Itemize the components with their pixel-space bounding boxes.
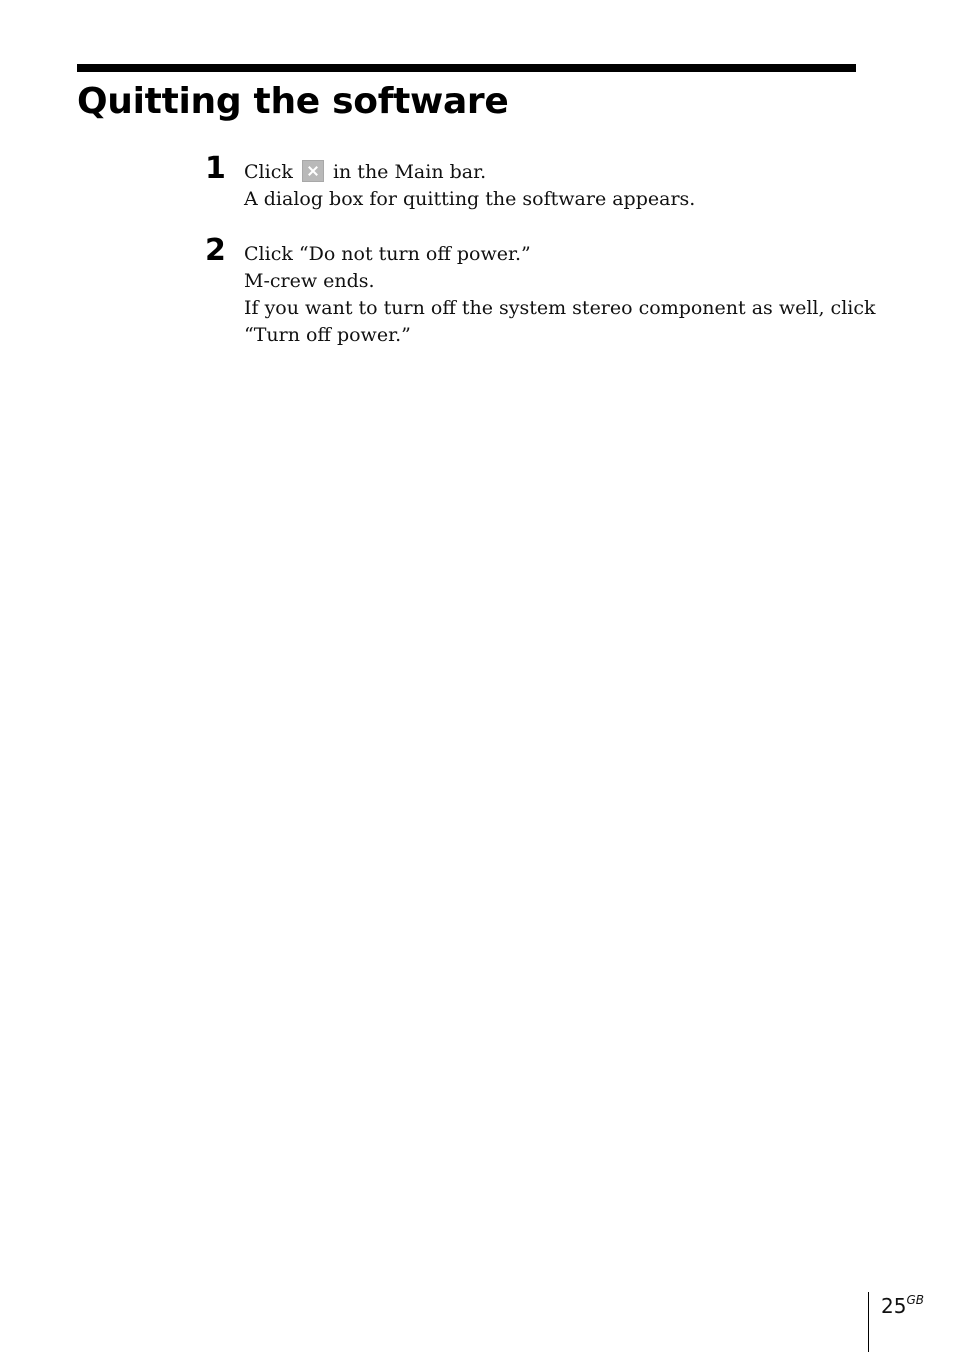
step-body — [244, 241, 876, 349]
page-number-suffix: GB — [906, 1293, 924, 1307]
step-2-line-2: M-crew ends. — [244, 270, 375, 292]
step-1-line-1 — [244, 159, 864, 186]
close-icon — [302, 160, 324, 182]
page-number-rule — [868, 1292, 869, 1352]
step-2-line-3: If you want to turn off the system stereo component as well, click — [244, 297, 876, 319]
step-1-text-after-icon: in the Main bar. — [332, 161, 487, 183]
step-1-text-before-icon: Click — [244, 161, 293, 183]
step-body — [244, 159, 864, 213]
page-number-value: 25 — [881, 1294, 907, 1318]
page-number — [881, 1287, 924, 1319]
step-number: 2 — [205, 233, 226, 268]
title-rule — [77, 64, 856, 72]
step-2-line-1: Click “Do not turn off power.” — [244, 243, 531, 265]
step-number: 1 — [205, 151, 226, 186]
step-2-line-4: “Turn off power.” — [244, 324, 411, 346]
page-title: Quitting the software — [77, 81, 509, 122]
step-1-line-2: A dialog box for quitting the software appears. — [244, 188, 696, 210]
